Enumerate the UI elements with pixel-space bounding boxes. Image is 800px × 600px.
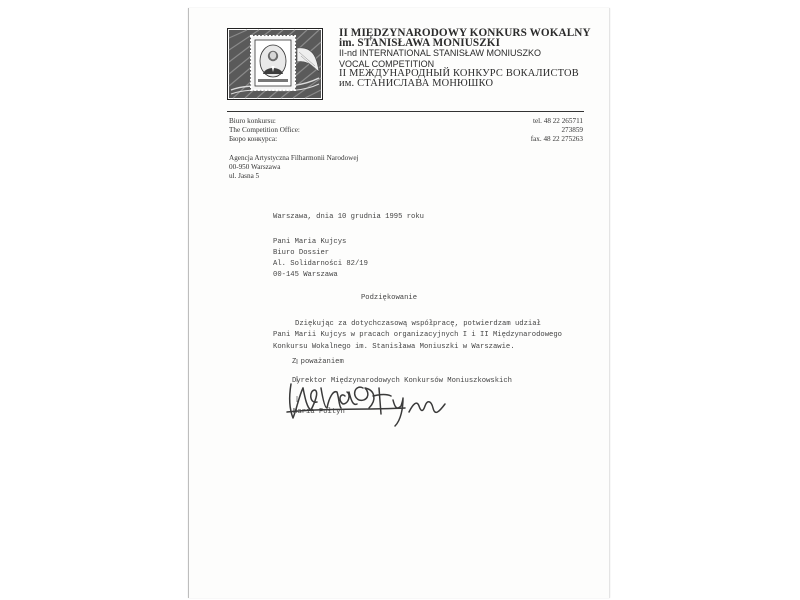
- office-labels: [229, 117, 300, 144]
- subject-text: Podziękowanie: [360, 294, 418, 302]
- signer-name: Maria Fołtyn: [293, 408, 345, 416]
- title-russian-line-2: им. СТАНИСЛАВА МОНЮШКО: [339, 78, 494, 90]
- letter-date: Warszawa, dnia 10 grudnia 1995 roku: [273, 213, 424, 221]
- office-label-en: The Competition Office:: [229, 126, 300, 134]
- handwritten-signature-icon: [285, 378, 475, 430]
- competition-logo: [227, 28, 323, 100]
- office-label-ru: Бюро конкурса:: [229, 135, 278, 143]
- body-line: Pani Marii Kujcys w pracach organizacyjnych I i II Międzynarodowego: [273, 331, 562, 340]
- body-line: Dziękując za dotychczasową współpracę, potwierdzam udział: [295, 320, 541, 328]
- telephone-number-2: 273859: [561, 126, 583, 134]
- telephone-number: tel. 48 22 265711: [532, 117, 583, 125]
- letter-subject: [189, 294, 589, 302]
- addressee-name: Pani Maria Kujcys: [273, 238, 347, 246]
- signer-title: Dyrektor Międzynarodowych Konkursów Moniuszkowskich: [292, 377, 512, 385]
- title-polish-line-2: im. STANISŁAWA MONIUSZKI: [339, 37, 501, 50]
- addressee-block: [273, 237, 368, 281]
- addressee-company: Biuro Dossier: [273, 249, 330, 257]
- addressee-street: Al. Solidarności 82/19: [273, 260, 368, 268]
- body-line: Konkursu Wokalnego im. Stanisława Moniuszki w Warszawie.: [273, 342, 515, 351]
- title-english-line-1: II-nd INTERNATIONAL STANISŁAW MONIUSZKO: [339, 48, 542, 59]
- addressee-city: 00-145 Warszawa: [273, 271, 338, 279]
- letterhead-divider: [227, 111, 584, 112]
- agency-address: [229, 154, 359, 181]
- stamp-portrait-icon: [227, 28, 323, 100]
- agency-street: ul. Jasna 5: [229, 172, 260, 180]
- agency-city: 00-950 Warszawa: [229, 163, 281, 171]
- letter-closing: Z poważaniem: [292, 358, 344, 366]
- letter-page: [188, 8, 610, 598]
- title-english-line-2: VOCAL COMPETITION: [339, 58, 435, 69]
- office-label-pl: Biuro konkursu:: [229, 117, 276, 125]
- title-russian-line-1: II МЕЖДУНАРОДНЫЙ КОНКУРС ВОКАЛИСТОВ: [339, 67, 579, 79]
- office-contacts: [481, 117, 583, 144]
- letter-body: [273, 319, 562, 353]
- letterhead-title: [339, 28, 604, 89]
- fax-number: fax. 48 22 275263: [530, 135, 583, 143]
- title-polish-line-1: II MIĘDZYNARODOWY KONKURS WOKALNY: [339, 27, 591, 39]
- agency-name: Agencja Artystyczna Filharmonii Narodowej: [229, 154, 359, 162]
